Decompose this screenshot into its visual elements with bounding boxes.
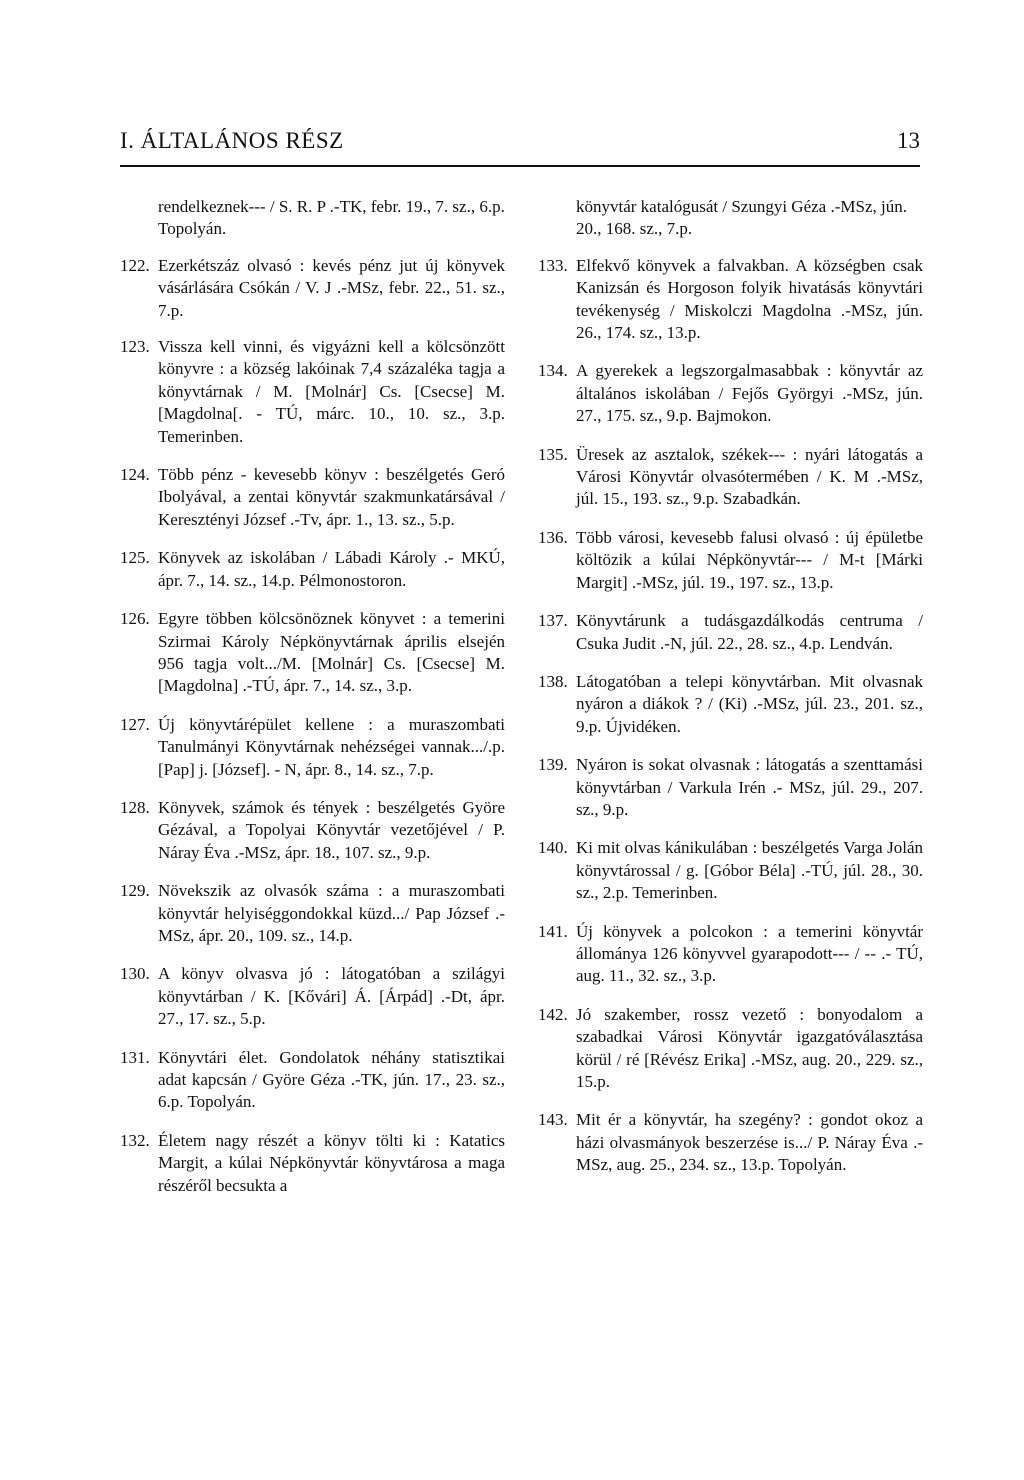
entry-text: Új könyvek a polcokon : a temerini könyvtár állománya 126 könyvvel gyarapodott--- / -- .- TÚ, aug. 11., 32. sz., 3.p. [576,921,923,986]
bibliography-entry [538,754,923,821]
bibliography-entry [538,1109,923,1176]
entry-number: 130. [120,964,150,984]
bibliography-entry [538,255,923,345]
bibliography-entry [538,1004,923,1094]
bibliography-entry [120,797,505,864]
entry-number: 122. [120,255,150,275]
entry-number: 138. [538,671,568,691]
entry-text: Könyvek, számok és tények : beszélgetés Györe Gézával, a Topolyai Könyvtár vezetőjével / P. Náray Éva .-MSz, ápr. 18., 107. sz., 9.p. [158,797,505,862]
entry-text: Üresek az asztalok, székek--- : nyári látogatás a Városi Könyvtár olvasótermében / K. M .-MSz, júl. 15., 193. sz., 9.p. Szabadkán. [576,444,923,509]
entry-number: 135. [538,444,568,464]
entry-number: 140. [538,838,568,858]
entry-text: Több városi, kevesebb falusi olvasó : új épületbe költözik a kúlai Népkönyvtár--- / M-t [Márki Margit] .-MSz, júl. 19., 197. sz., 13.p. [576,527,923,592]
bibliography-entry [120,336,505,448]
header-rule [120,165,920,167]
entry-number: 137. [538,611,568,631]
bibliography-entry [538,527,923,594]
entry-text: Életem nagy részét a könyv tölti ki : Katatics Margit, a kúlai Népkönyvtár könyvtárosa a maga részéről becsukta a [158,1130,505,1195]
entry-text: A gyerekek a legszorgalmasabbak : könyvtár az általános iskolában / Fejős Györgyi .-MSz, jún. 27., 175. sz., 9.p. Bajmokon. [576,361,923,426]
entry-number: 139. [538,755,568,775]
bibliography-entry [538,360,923,427]
entry-text: rendelkeznek--- / S. R. P .-TK, febr. 19., 7. sz., 6.p. Topolyán. [158,197,505,239]
entry-number: 129. [120,881,150,901]
bibliography-entry [120,547,505,592]
entry-text: Jó szakember, rossz vezető : bonyodalom a szabadkai Városi Könyvtár igazgatóválasztása körül / ré [Révész Erika] .-MSz, aug. 20., 229. sz., 15.p. [576,1004,923,1091]
entry-text: Elfekvő könyvek a falvakban. A községben csak Kanizsán és Horgoson folyik hivatásás könyvtári tevékenység / Miskolczi Magdolna .-MSz, jún. 26., 174. sz., 13.p. [576,255,923,343]
left-column [120,196,505,1197]
page-header [120,128,920,164]
entry-number: 132. [120,1130,150,1150]
entry-text: Növekszik az olvasók száma : a muraszombati könyvtár helyiséggondokkal küzd.../ Pap József .-MSz, ápr. 20., 109. sz., 14.p. [158,881,505,945]
bibliography-entry [120,880,505,947]
entry-text: Egyre többen kölcsönöznek könyvet : a temerini Szirmai Károly Népkönyvtárnak április elsején 956 tagja volt.../M. [Molnár] Cs. [Csecse] M. [Magdolna] .-TÚ, ápr. 7., 14. sz., 3.p. [158,609,505,696]
entry-text: Könyvtárunk a tudásgazdálkodás centruma / Csuka Judit .-N, júl. 22., 28. sz., 4.p. Lendván. [576,611,923,653]
entry-number: 128. [120,797,150,817]
entry-text: Könyvtári élet. Gondolatok néhány statisztikai adat kapcsán / Györe Géza .-TK, jún. 17., 23. sz., 6.p. Topolyán. [158,1047,505,1112]
bibliography-entry [538,921,923,988]
bibliography-entry [120,255,505,322]
bibliography-entry [120,464,505,531]
bibliography-entry [120,608,505,698]
continued-entry [120,196,505,241]
entry-text: Ezerkétszáz olvasó : kevés pénz jut új könyvek vásárlására Csókán / V. J .-MSz, febr. 22., 51. sz., 7.p. [158,255,505,320]
entry-number: 133. [538,255,568,275]
bibliography-entry [538,610,923,655]
entry-text: Nyáron is sokat olvasnak : látogatás a szenttamási könyvtárban / Varkula Irén .- MSz, júl. 29., 207. sz., 9.p. [576,755,923,819]
entry-number: 143. [538,1110,568,1130]
entry-text: A könyv olvasva jó : látogatóban a szilágyi könyvtárban / K. [Kővári] Á. [Árpád] .-Dt, ápr. 27., 17. sz., 5.p. [158,964,505,1029]
bibliography-entry [538,671,923,738]
entry-text: Látogatóban a telepi könyvtárban. Mit olvasnak nyáron a diákok ? / (Ki) .-MSz, júl. 23., 201. sz., 9.p. Újvidéken. [576,671,923,736]
entry-text: Ki mit olvas kánikulában : beszélgetés Varga Jolán könyvtárossal / g. [Góbor Béla] .-TÚ, júl. 28., 30. sz., 2.p. Temerinben. [576,838,923,903]
bibliography-entry [538,837,923,904]
entry-number: 134. [538,361,568,381]
bibliography-entry [120,714,505,781]
bibliography-entry [120,963,505,1030]
entry-number: 131. [120,1047,150,1067]
right-column [538,196,923,1177]
entry-text: Több pénz - kevesebb könyv : beszélgetés Geró Ibolyával, a zentai könyvtár szakmunkatársával / Keresztényi József .-Tv, ápr. 1., 13. sz., 5.p. [158,465,505,529]
entry-number: 142. [538,1004,568,1024]
bibliography-entry [120,1130,505,1197]
entry-number: 136. [538,527,568,547]
entry-text: Könyvek az iskolában / Lábadi Károly .- MKÚ, ápr. 7., 14. sz., 14.p. Pélmonostoron. [158,548,505,590]
entry-text: Mit ér a könyvtár, ha szegény? : gondot okoz a házi olvasmányok beszerzése is.../ P. Náray Éva .-MSz, aug. 25., 234. sz., 13.p. Topolyán. [576,1110,923,1175]
entry-number: 125. [120,548,150,568]
entry-text: Új könyvtárépület kellene : a muraszombati Tanulmányi Könyvtárnak nehézségei vannak.../.p. [Pap] j. [József]. - N, ápr. 8., 14. sz., 7.p. [158,714,505,779]
entry-text: könyvtár katalógusát / Szungyi Géza .-MSz, jún. 20., 168. sz., 7.p. [576,197,907,239]
entry-number: 123. [120,337,150,357]
continued-entry [538,196,923,241]
entry-number: 126. [120,609,150,629]
page-number: 13 [897,128,920,153]
entry-number: 127. [120,714,150,734]
bibliography-entry [538,444,923,511]
section-title: I. ÁLTALÁNOS RÉSZ [120,128,344,153]
entry-text: Vissza kell vinni, és vigyázni kell a kölcsönzött könyvre : a község lakóinak 7,4 százaléka tagja a könyvtárnak / M. [Molnár] Cs. [Csecse] M. [Magdolna[. - TÚ, márc. 10., 10. sz., 3.p. Temerinben. [158,337,505,446]
bibliography-entry [120,1047,505,1114]
entry-number: 141. [538,921,568,941]
entry-number: 124. [120,465,150,485]
